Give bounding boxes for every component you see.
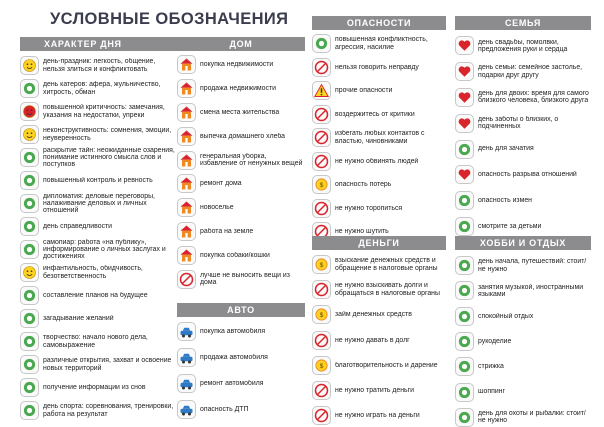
legend-item xyxy=(455,162,591,188)
pistol-icon xyxy=(312,34,331,53)
family-day-icon xyxy=(455,62,474,81)
legend-item-label: рукоделие xyxy=(478,337,512,345)
stork-icon xyxy=(455,140,474,159)
calendar-plan-icon xyxy=(20,286,39,305)
legend-item-label: день катеров: афера, жульничество, хитрость, обман xyxy=(43,81,161,96)
legend-item xyxy=(312,150,446,174)
legend-item xyxy=(177,101,305,125)
suitcase-icon xyxy=(455,256,474,275)
legend-item-label: опасность ДТП xyxy=(200,405,249,413)
family-column xyxy=(455,16,591,239)
legend-item xyxy=(20,238,177,261)
moving-boxes-icon xyxy=(177,103,196,122)
needle-icon xyxy=(455,332,474,351)
legend-item-label: повышенная конфликтность, агрессия, насилие xyxy=(335,36,428,51)
legend-item xyxy=(20,123,177,146)
legend-item-label: генеральная уборка, избавление от ненужных вещей xyxy=(200,152,303,168)
no-spend-icon xyxy=(312,381,331,400)
legend-item xyxy=(20,215,177,238)
family-list xyxy=(455,33,591,239)
legend-item xyxy=(312,173,446,197)
legend-item xyxy=(177,267,305,291)
legend-item-label: самопиар: работа «на публику», информирование о личных заслугах и достижениях xyxy=(43,238,166,261)
legend-item xyxy=(312,103,446,127)
broken-heart-icon xyxy=(455,165,474,184)
legend-item xyxy=(455,379,591,404)
legend-item xyxy=(312,277,446,302)
hobby-list xyxy=(455,253,591,427)
legend-item xyxy=(455,329,591,354)
legend-item-label: день для двоих: время для самого близкого человека, близкого друга xyxy=(478,90,589,105)
auto-column xyxy=(177,303,305,422)
legend-item xyxy=(455,354,591,379)
legend-item-label: составление планов на будущее xyxy=(43,291,148,299)
bread-loaf-icon xyxy=(177,127,196,146)
danger-column xyxy=(312,16,446,244)
family-header: СЕМЬЯ xyxy=(455,16,591,30)
shopping-bag-icon xyxy=(455,383,474,402)
svg-text:$: $ xyxy=(319,362,324,370)
house-sold-icon xyxy=(177,79,196,98)
sofa-icon xyxy=(455,307,474,326)
legend-item xyxy=(20,169,177,192)
legend-item-label: работа на земле xyxy=(200,227,254,235)
wedding-rings-icon xyxy=(455,36,474,55)
legend-item xyxy=(312,79,446,103)
legend-item-label: занятия музыкой, иностранными языками xyxy=(478,283,584,298)
character-list xyxy=(20,54,177,422)
legend-item xyxy=(177,243,305,267)
legend-item xyxy=(455,85,591,111)
legend-item-label: день заботы о близких, о подчиненных xyxy=(478,115,559,131)
legend-item-label: не нужно торопиться xyxy=(335,204,403,212)
legend-item xyxy=(455,59,591,85)
legend-item xyxy=(20,307,177,330)
legend-item-label: ремонт дома xyxy=(200,180,242,188)
legend-item-label: взыскание денежных средств и обращение в налоговые органы xyxy=(335,257,438,272)
no-gamble-icon xyxy=(312,406,331,425)
legend-item-label: шоппинг xyxy=(478,388,505,396)
legend-item-label: продажа недвижимости xyxy=(200,85,276,93)
money-header: ДЕНЬГИ xyxy=(312,236,446,250)
character-header: ХАРАКТЕР ДНЯ xyxy=(20,37,177,51)
home-header: ДОМ xyxy=(177,37,305,51)
smiley-balloons-icon xyxy=(20,56,39,75)
legend-item xyxy=(455,304,591,329)
hammer-icon xyxy=(177,174,196,193)
legend-item xyxy=(312,56,446,80)
legend-item-label: загадывание желаний xyxy=(43,314,114,322)
broom-icon xyxy=(177,151,196,170)
legend-item-label: не нужно взыскивать долги и обращаться в налоговые органы xyxy=(335,282,440,297)
legend-item-label: избегать любых контактов с властью, чиновниками xyxy=(335,130,425,145)
palette-icon xyxy=(20,332,39,351)
legend-item-label: творчество: начало нового дела, самовыражение xyxy=(43,334,148,349)
svg-text:$: $ xyxy=(319,182,324,190)
legend-item-label: продажа автомобиля xyxy=(200,354,268,362)
svg-text:$: $ xyxy=(319,312,324,320)
legend-item xyxy=(312,126,446,150)
legend-item xyxy=(177,77,305,101)
magnifier-control-icon xyxy=(20,171,39,190)
no-lend-icon xyxy=(312,331,331,350)
legend-item-label: день свадьбы, помолвки, предложения руки и сердца xyxy=(478,38,568,53)
danger-header: ОПАСНОСТИ xyxy=(312,16,446,30)
legend-item-label: повышенной критичность: замечания, указания на недостатки, упреки xyxy=(43,104,165,119)
legend-item-label: день спорта: соревнования, тренировки, работа на результат xyxy=(43,403,174,418)
legend-item xyxy=(455,110,591,136)
svg-text:$: $ xyxy=(319,262,324,270)
character-column xyxy=(20,37,177,422)
legend-item-label: не нужно давать в долг xyxy=(335,336,410,344)
car-sell-icon xyxy=(177,348,196,367)
legend-item xyxy=(177,53,305,77)
lie-sign-icon xyxy=(312,58,331,77)
legend-item-label: займ денежных средств xyxy=(335,311,412,319)
legend-item-label: опасность потерь xyxy=(335,181,392,189)
legend-item-label: не нужно шутить xyxy=(335,228,389,236)
legend-item xyxy=(177,196,305,220)
lost-wallet-icon xyxy=(312,175,331,194)
legend-item-label: день для охоты и рыбалки: стоит/не нужно xyxy=(478,410,586,425)
legend-item xyxy=(312,32,446,56)
legend-item-label: неконструктивность: сомнения, эмоции, неуверенность xyxy=(43,127,172,142)
home-column xyxy=(177,37,305,291)
legend-item-label: различные открытия, захват и освоение новых территорий xyxy=(43,357,172,372)
car-buy-icon xyxy=(177,322,196,341)
legend-item-label: день семьи: семейное застолье, подарки друг другу xyxy=(478,64,583,79)
auto-header: АВТО xyxy=(177,303,305,317)
drama-masks-icon xyxy=(20,79,39,98)
couple-icon xyxy=(455,88,474,107)
dont-take-out-icon xyxy=(177,270,196,289)
legend-item xyxy=(20,284,177,307)
legend-item xyxy=(20,100,177,123)
music-icon xyxy=(455,281,474,300)
fishing-icon xyxy=(455,408,474,427)
legend-item-label: дипломатия: деловые переговоры, налаживание деловых и личных отношений xyxy=(43,192,155,215)
legend-item xyxy=(20,376,177,399)
legend-item xyxy=(455,405,591,427)
legend-item-label: смотрите за детьми xyxy=(478,222,542,230)
legend-item-label: нельзя говорить неправду xyxy=(335,63,419,71)
legend-item xyxy=(312,197,446,221)
legend-item-label: повышенный контроль и ревность xyxy=(43,176,153,184)
legend-item xyxy=(20,146,177,169)
money-list xyxy=(312,252,446,427)
stop-criticism-icon xyxy=(312,105,331,124)
care-icon xyxy=(455,114,474,133)
hobby-header: ХОББИ И ОТДЫХ xyxy=(455,236,591,250)
legend-item xyxy=(20,54,177,77)
legend-item xyxy=(20,77,177,100)
wish-star-icon xyxy=(20,309,39,328)
legend-item xyxy=(20,330,177,353)
house-sale-icon xyxy=(177,55,196,74)
legend-item xyxy=(177,371,305,397)
legend-item-label: ремонт автомобиля xyxy=(200,379,264,387)
legend-item-label: покупка автомобиля xyxy=(200,328,266,336)
auto-list xyxy=(177,319,305,422)
legend-item-label: опасность измен xyxy=(478,197,532,205)
exclamation-icon xyxy=(312,81,331,100)
legend-item-label: получение информации из снов xyxy=(43,383,146,391)
legend-item xyxy=(312,328,446,353)
critical-face-icon xyxy=(20,102,39,121)
sport-ball-icon xyxy=(20,401,39,420)
car-crash-icon xyxy=(177,400,196,419)
page-title: УСЛОВНЫЕ ОБОЗНАЧЕНИЯ xyxy=(50,10,289,28)
money-column xyxy=(312,236,446,427)
open-secret-icon xyxy=(20,148,39,167)
megaphone-icon xyxy=(20,240,39,259)
handshake-icon xyxy=(20,194,39,213)
legend-item-label: раскрытие тайн: неожиданные озарения, понимание истинного смысла слов и поступков xyxy=(43,146,175,169)
legend-item-label: не нужно обвинять людей xyxy=(335,157,419,165)
hobby-column xyxy=(455,236,591,427)
baby-icon xyxy=(20,263,39,282)
legend-item-label: стрижка xyxy=(478,363,504,371)
legend-item-label: не нужно тратить деньги xyxy=(335,386,414,394)
legend-item xyxy=(20,353,177,376)
legend-item-label: новоселье xyxy=(200,204,234,212)
money-loan-icon xyxy=(312,305,331,324)
legend-item xyxy=(312,403,446,427)
legend-item-label: опасность разрыва отношений xyxy=(478,171,577,179)
money-collect-icon xyxy=(312,255,331,274)
crown-avoid-icon xyxy=(312,128,331,147)
cheating-icon xyxy=(455,191,474,210)
scissors-icon xyxy=(455,357,474,376)
home-list xyxy=(177,53,305,291)
legend-item xyxy=(177,148,305,172)
legend-item xyxy=(455,253,591,278)
legend-item xyxy=(20,399,177,422)
legend-item xyxy=(177,172,305,196)
scales-justice-icon xyxy=(20,217,39,236)
legend-item-label: день-праздник: легкость, общение, нельзя злиться и конфликтовать xyxy=(43,58,156,73)
legend-item-label: благотворительность и дарение xyxy=(335,361,438,369)
legend-item xyxy=(177,319,305,345)
legend-item-label: смена места жительства xyxy=(200,108,280,116)
legend-item xyxy=(455,188,591,214)
legend-item-label: не нужно играть на деньги xyxy=(335,412,420,420)
legend-item-label: прочие опасности xyxy=(335,87,393,95)
legend-item xyxy=(177,345,305,371)
globe-icon xyxy=(20,355,39,374)
legend-item-label: выпечка домашнего хлеба xyxy=(200,132,285,140)
legend-item xyxy=(312,252,446,277)
dog-icon xyxy=(177,246,196,265)
legend-item-label: покупка недвижимости xyxy=(200,61,274,69)
legend-item xyxy=(312,302,446,327)
legend-item xyxy=(455,278,591,303)
legend-item-label: день справедливости xyxy=(43,222,113,230)
no-collect-icon xyxy=(312,280,331,299)
doubt-face-icon xyxy=(20,125,39,144)
legend-item xyxy=(312,378,446,403)
legend-item xyxy=(177,396,305,422)
key-icon xyxy=(177,198,196,217)
danger-list xyxy=(312,32,446,244)
legend-item xyxy=(455,33,591,59)
charity-icon xyxy=(312,356,331,375)
no-blame-icon xyxy=(312,152,331,171)
no-hurry-icon xyxy=(312,199,331,218)
legend-item-label: инфантильность, обидчивость, безответственность xyxy=(43,265,143,280)
car-repair-icon xyxy=(177,374,196,393)
legend-item xyxy=(20,261,177,284)
legend-item xyxy=(177,124,305,148)
legend-item-label: день начала, путешествий: стоит/не нужно xyxy=(478,258,587,273)
info-sign-icon xyxy=(20,378,39,397)
legend-item-label: день для зачатия xyxy=(478,145,534,153)
watering-can-icon xyxy=(177,222,196,241)
legend-item-label: воздержитесь от критики xyxy=(335,110,415,118)
kids-icon xyxy=(455,217,474,236)
legend-item xyxy=(455,136,591,162)
legend-item xyxy=(312,353,446,378)
legend-item xyxy=(20,192,177,215)
legend-item-label: спокойный отдых xyxy=(478,312,534,320)
legend-item xyxy=(177,220,305,244)
legend-item-label: покупка собаки/кошки xyxy=(200,251,270,259)
legend-item-label: лучше не выносить вещи из дома xyxy=(200,271,290,287)
